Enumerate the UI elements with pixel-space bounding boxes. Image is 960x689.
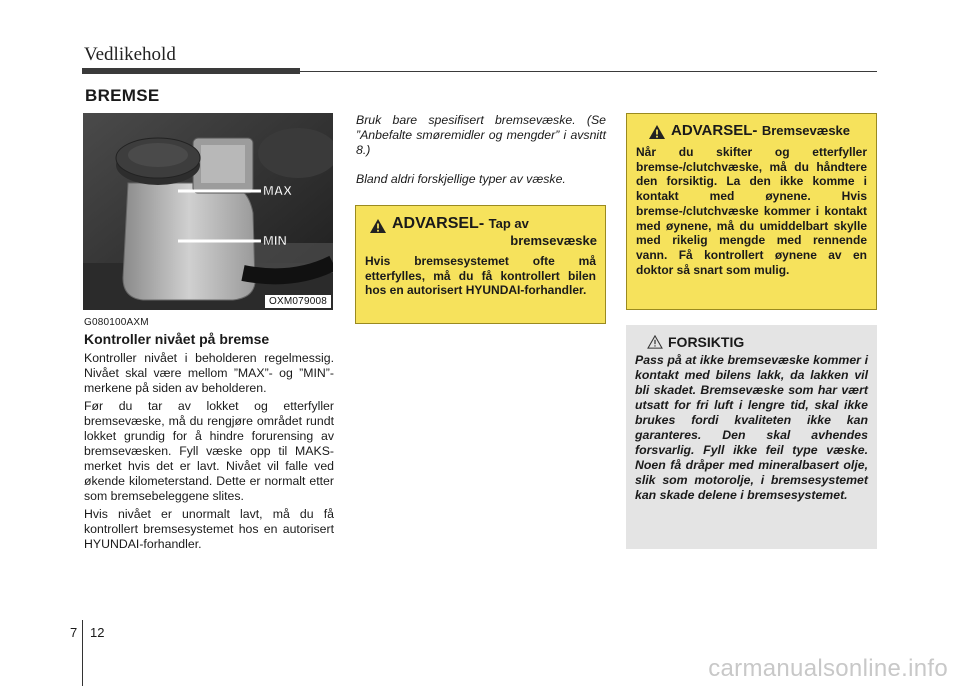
warning-box-fluid-loss xyxy=(355,205,606,324)
header-rule-thin xyxy=(300,71,877,72)
header-rule-thick xyxy=(82,68,300,74)
section-title: BREMSE xyxy=(85,86,160,105)
warning-triangle-icon xyxy=(648,124,666,140)
caution-title: FORSIKTIG xyxy=(668,334,745,350)
warning-title: ADVARSEL- xyxy=(671,122,758,139)
warning-subtitle: Bremsevæske xyxy=(761,123,851,138)
note-fluid-spec: Bruk bare spesifisert bremsevæske. (Se ”Anbefalte smøremidler og mengder” i avsnitt 8.) xyxy=(356,113,606,157)
footer-rule xyxy=(82,620,83,686)
chapter-number: 7 xyxy=(70,625,78,640)
subheading: Kontroller nivået på bremse xyxy=(84,331,270,347)
warning-text: Når du skifter og etterfyller bremse-/clutchvæske, må du håndtere den forsiktig. La den ikke komme i kontakt med øynene. Hvis bremse-/clutchvæske kommer i kontakt med øynene, må du umiddelbart skylle med rikelig mengde med rennende vann. Få kontrollert øynene av en doktor så snart som mulig. xyxy=(636,145,867,277)
page-number: 12 xyxy=(90,625,105,640)
warning-box-brake-fluid xyxy=(626,113,877,310)
warning-subtitle: Tap av xyxy=(488,216,529,231)
body-text xyxy=(84,351,334,555)
caution-text: Pass på at ikke bremsevæske kommer i kontakt med bilens lakk, da lakken vil bli skadet. Bremsevæske som har vært utsatt for fri luft i lengre tid, skal ikke brukes fordi kvaliteten ikke kan garanteres. Den skal avhendes forsvarlig. Fyll ikke feil type væske. Noen få dråper med mineralbasert olje, slik som motorolje, i bremsesystemet kan skade delene i bremsesystemet. xyxy=(635,353,868,502)
reservoir-illustration xyxy=(83,113,333,310)
caution-triangle-icon xyxy=(647,335,663,349)
figure-code: OXM079008 xyxy=(265,295,331,308)
watermark: carmanualsonline.info xyxy=(708,655,948,682)
warning-triangle-icon xyxy=(369,218,387,234)
paragraph: Før du tar av lokket og etterfyller bremsevæske, må du rengjøre området rundt lokket grundig for å hindre forurensing av bremsevæsken. Fyll væske opp til MAKS-merket hvis det er lavt. Nivået vil falle ved økende kilometerstand. Dette er normalt etter som bremsebeleggene slites. xyxy=(84,399,334,503)
caution-box xyxy=(626,325,877,549)
warning-text: Hvis bremsesystemet ofte må etterfylles, må du få kontrollert bilen hos en autorisert HYUNDAI-forhandler. xyxy=(365,254,596,298)
paragraph: Hvis nivået er unormalt lavt, må du få kontrollert bremsesystemet hos en autorisert HYUNDAI-forhandler. xyxy=(84,507,334,551)
warning-subtitle: bremsevæske xyxy=(510,233,597,248)
chapter-title: Vedlikehold xyxy=(84,44,176,65)
brake-reservoir-photo xyxy=(83,113,333,310)
min-label: MIN xyxy=(263,233,287,248)
section-code: G080100AXM xyxy=(84,317,149,328)
max-label: MAX xyxy=(263,183,292,198)
warning-title: ADVARSEL- xyxy=(392,215,485,232)
paragraph: Kontroller nivået i beholderen regelmessig. Nivået skal være mellom ”MAX”- og ”MIN”-merkene på siden av beholderen. xyxy=(84,351,334,395)
note-no-mixing: Bland aldri forskjellige typer av væske. xyxy=(356,172,566,186)
